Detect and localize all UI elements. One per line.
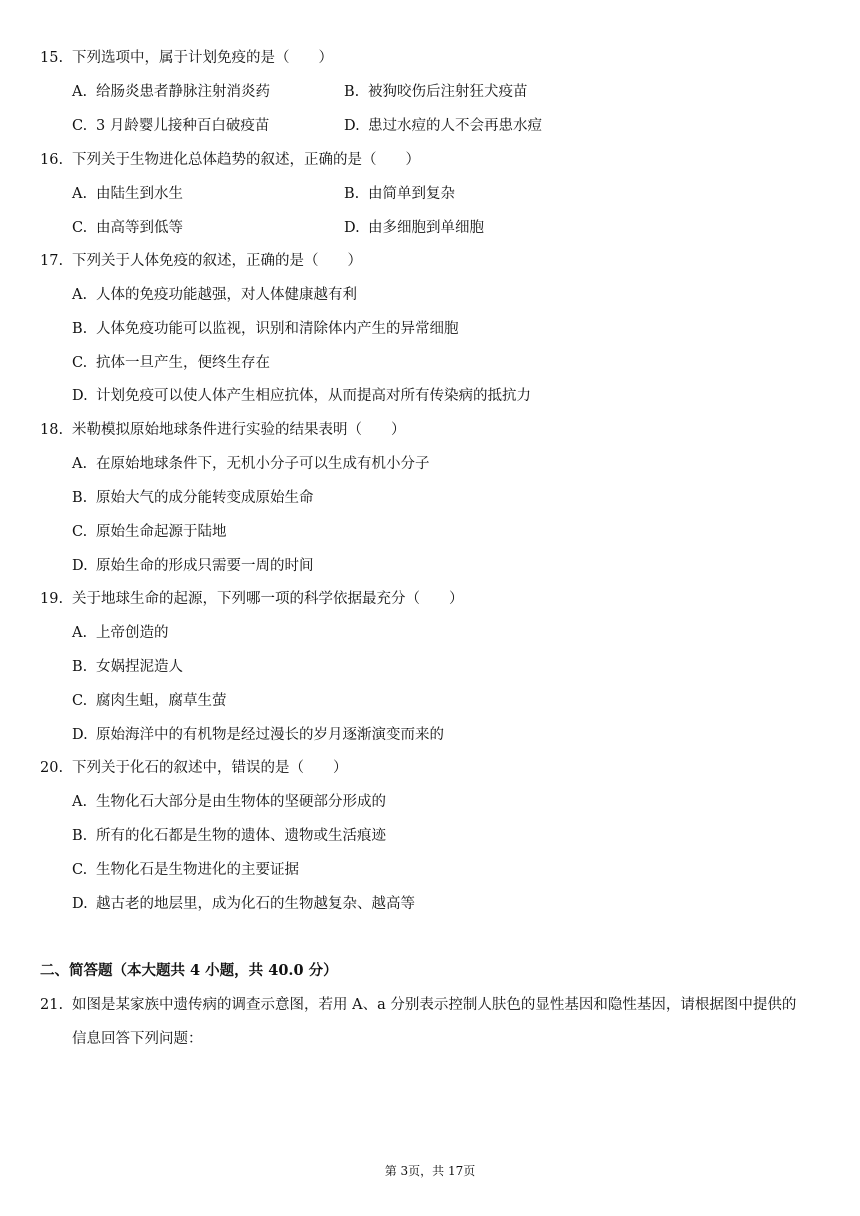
option-text: 上帝创造的 — [96, 625, 169, 641]
option-letter: B. — [72, 321, 88, 337]
option-text: 生物化石大部分是由生物体的坚硬部分形成的 — [96, 794, 386, 810]
question-text-line-1: 如图是某家族中遗传病的调查示意图，若用 A、a 分别表示控制人肤色的显性基因和隐性基因，请根据图中提供的 — [72, 997, 797, 1013]
option-b — [72, 826, 386, 846]
question-text: 下列选项中，属于计划免疫的是（ ） — [72, 50, 333, 66]
option-letter: B. — [72, 659, 88, 675]
question-text: 米勒模拟原始地球条件进行实验的结果表明（ ） — [72, 422, 406, 438]
question-number: 16. — [40, 152, 64, 168]
option-d — [72, 725, 444, 745]
option-c — [72, 116, 269, 136]
option-a — [72, 285, 357, 305]
option-b — [72, 319, 459, 339]
option-text: 被狗咬伤后注射狂犬疫苗 — [368, 84, 528, 100]
option-letter: C. — [72, 220, 88, 236]
option-c — [72, 353, 270, 373]
option-letter: A. — [72, 287, 88, 303]
option-letter: D. — [344, 118, 360, 134]
option-a — [72, 623, 169, 643]
option-d — [344, 218, 484, 238]
option-b — [72, 657, 183, 677]
question-text: 下列关于生物进化总体趋势的叙述，正确的是（ ） — [72, 152, 420, 168]
option-d — [72, 894, 415, 914]
option-d — [344, 116, 542, 136]
question-number: 21. — [40, 997, 64, 1013]
option-letter: A. — [72, 794, 88, 810]
option-text: 由多细胞到单细胞 — [368, 220, 484, 236]
question-number: 17. — [40, 253, 64, 269]
question-number: 15. — [40, 50, 64, 66]
option-letter: C. — [72, 862, 88, 878]
question-text: 下列关于人体免疫的叙述，正确的是（ ） — [72, 253, 362, 269]
option-letter: A. — [72, 186, 88, 202]
option-letter: C. — [72, 693, 88, 709]
option-text: 由简单到复杂 — [368, 186, 455, 202]
option-text: 原始生命的形成只需要一周的时间 — [96, 558, 314, 574]
option-text: 腐肉生蛆，腐草生萤 — [96, 693, 227, 709]
option-text: 抗体一旦产生，便终生存在 — [96, 355, 270, 371]
option-text: 所有的化石都是生物的遗体、遗物或生活痕迹 — [96, 828, 386, 844]
option-c — [72, 860, 299, 880]
question-text: 下列关于化石的叙述中，错误的是（ ） — [72, 760, 348, 776]
option-text: 3 月龄婴儿接种百白破疫苗 — [96, 118, 270, 134]
option-letter: D. — [72, 388, 88, 404]
option-a — [72, 792, 386, 812]
question-number: 19. — [40, 591, 64, 607]
option-d — [72, 556, 314, 576]
option-a — [72, 82, 270, 102]
option-letter: A. — [72, 625, 88, 641]
option-letter: D. — [344, 220, 360, 236]
question-text-line-2: 信息回答下列问题： — [72, 1031, 203, 1047]
option-a — [72, 454, 430, 474]
question-number: 20. — [40, 760, 64, 776]
question-text: 关于地球生命的起源，下列哪一项的科学依据最充分（ ） — [72, 591, 464, 607]
option-letter: C. — [72, 118, 88, 134]
option-d — [72, 386, 531, 406]
option-c — [72, 522, 227, 542]
option-text: 计划免疫可以使人体产生相应抗体，从而提高对所有传染病的抵抗力 — [96, 388, 531, 404]
option-text: 给肠炎患者静脉注射消炎药 — [96, 84, 270, 100]
section-heading: 二、简答题（本大题共 4 小题，共 40.0 分） — [40, 962, 338, 979]
option-text: 原始生命起源于陆地 — [96, 524, 227, 540]
option-letter: D. — [72, 558, 88, 574]
option-letter: A. — [72, 84, 88, 100]
option-letter: D. — [72, 727, 88, 743]
option-letter: C. — [72, 355, 88, 371]
question-number: 18. — [40, 422, 64, 438]
option-b — [72, 488, 314, 508]
option-letter: C. — [72, 524, 88, 540]
option-text: 越古老的地层里，成为化石的生物越复杂、越高等 — [96, 896, 415, 912]
option-c — [72, 691, 227, 711]
option-text: 患过水痘的人不会再患水痘 — [368, 118, 542, 134]
option-letter: B. — [72, 828, 88, 844]
option-text: 在原始地球条件下，无机小分子可以生成有机小分子 — [96, 456, 430, 472]
option-letter: B. — [344, 186, 360, 202]
option-text: 原始大气的成分能转变成原始生命 — [96, 490, 314, 506]
option-text: 原始海洋中的有机物是经过漫长的岁月逐渐演变而来的 — [96, 727, 444, 743]
option-text: 生物化石是生物进化的主要证据 — [96, 862, 299, 878]
option-text: 由高等到低等 — [96, 220, 183, 236]
option-letter: D. — [72, 896, 88, 912]
option-letter: B. — [344, 84, 360, 100]
option-c — [72, 218, 183, 238]
option-text: 人体的免疫功能越强，对人体健康越有利 — [96, 287, 357, 303]
option-letter: A. — [72, 456, 88, 472]
option-text: 人体免疫功能可以监视，识别和清除体内产生的异常细胞 — [96, 321, 459, 337]
option-letter: B. — [72, 490, 88, 506]
option-a — [72, 184, 183, 204]
option-b — [344, 82, 528, 102]
option-b — [344, 184, 455, 204]
page-footer: 第 3页，共 17页 — [384, 1164, 476, 1178]
option-text: 女娲捏泥造人 — [96, 659, 183, 675]
option-text: 由陆生到水生 — [96, 186, 183, 202]
